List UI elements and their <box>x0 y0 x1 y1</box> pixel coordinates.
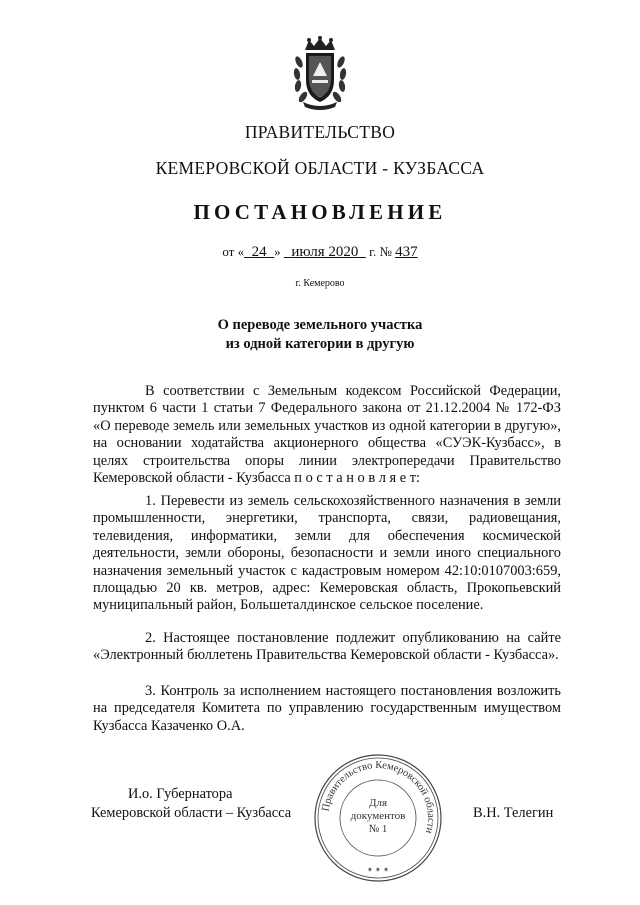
stamp-center-line1: Для <box>368 797 388 809</box>
item-3-paragraph: 3. Контроль за исполнением настоящего постановления возложить на председателя Комитета по управлению государственным имуществом Кузбасса Казаченко О.А. <box>93 683 561 734</box>
date-number-line <box>0 244 640 261</box>
city-label: г. Кемерово <box>295 278 345 289</box>
date-month-year: июля 2020 <box>291 244 359 260</box>
signer-position-line2: Кемеровской области – Кузбасса <box>91 805 292 821</box>
document-subject <box>0 316 640 354</box>
coat-of-arms-icon <box>291 36 349 110</box>
item-2-paragraph: 2. Настоящее постановление подлежит опубликованию на сайте «Электронный бюллетень Правительства Кемеровской области - Кузбасса». <box>93 630 561 664</box>
stamp-stars-icon: ✶ ✶ ✶ <box>366 866 390 874</box>
official-stamp <box>312 752 444 884</box>
stamp-center-line2: документов <box>350 810 406 822</box>
date-year-suffix: г. <box>369 244 377 259</box>
stamp-center-line3: № 1 <box>368 823 388 835</box>
org-name-line2: КЕМЕРОВСКОЙ ОБЛАСТИ - КУЗБАССА <box>155 158 485 178</box>
date-day: 24 <box>251 244 267 260</box>
item-1-paragraph: 1. Перевести из земель сельскохозяйственного назначения в земли промышленности, энергетики, транспорта, связи, радиовещания, телевидения, информатики, земли для обеспечения космической деятельности, земли обороны, безопасности и земли иного специального назначения земельный участок с кадастровым номером 42:10:0107003:659, площадью 20 кв. метров, адрес: Кемеровская область, Прокопьевский муниципальный район, Большеталдинское сельское поселение. <box>93 493 561 614</box>
signer-position-line1: И.о. Губернатора <box>128 786 233 802</box>
number-sign: № <box>379 244 392 259</box>
stamp-ring-text: Правительство Кемеровской области <box>320 759 437 835</box>
document-title: ПОСТАНОВЛЕНИЕ <box>193 200 447 224</box>
subject-line1: О переводе земельного участка <box>217 317 423 333</box>
org-name-line1: ПРАВИТЕЛЬСТВО <box>244 122 396 142</box>
signer-name: В.Н. Телегин <box>473 805 554 821</box>
document-number: 437 <box>395 244 418 260</box>
subject-line2: из одной категории в другую <box>225 336 415 352</box>
date-prefix: от « <box>222 244 245 259</box>
intro-paragraph: В соответствии с Земельным кодексом Российской Федерации, пунктом 6 части 1 статьи 7 Федерального закона от 21.12.2004 № 172-ФЗ «О переводе земель или земельных участков из одной категории в другую», на основании ходатайства акционерного общества «СУЭК-Кузбасс», в целях строительства опоры линии электропередачи Правительство Кемеровской области - Кузбасса п о с т а н о в л я е т: <box>93 383 561 487</box>
date-mid: » <box>274 244 281 259</box>
